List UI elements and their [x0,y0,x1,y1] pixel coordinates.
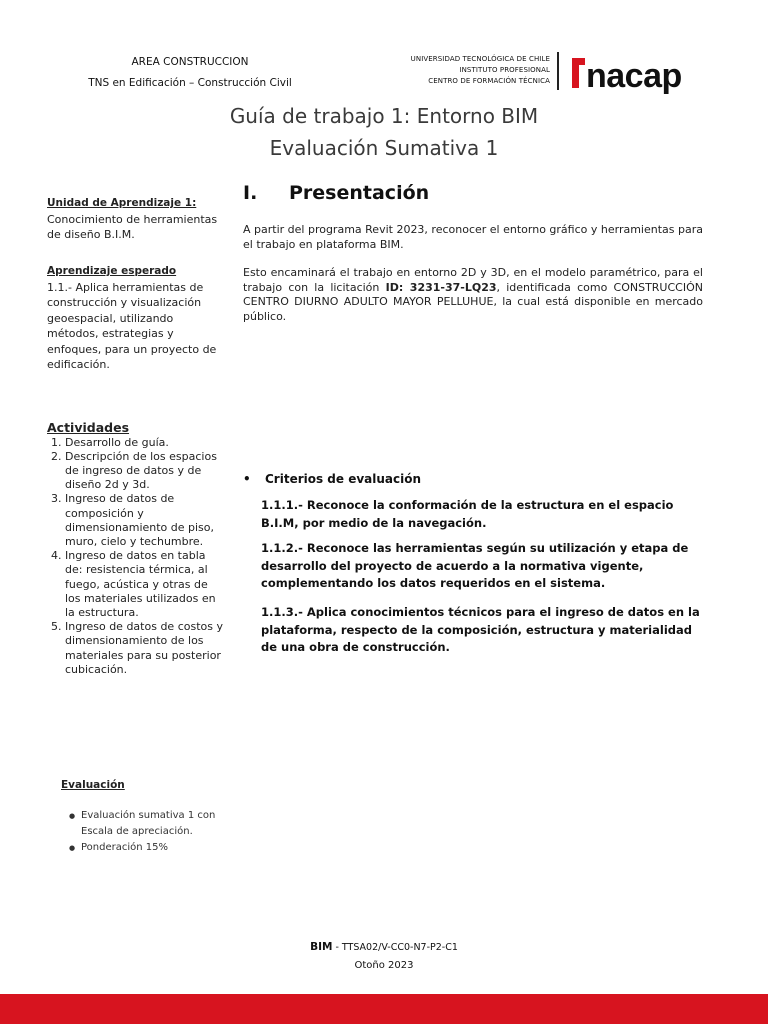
list-item: 5. Ingreso de datos de costos y dimensionamiento de los materiales para su posterior cubicación. [65,620,225,677]
footer-code [0,939,768,956]
expected-label: Aprendizaje esperado [47,265,177,277]
activities-label: Actividades [47,420,130,435]
list-item: ● Ponderación 15% [71,840,221,856]
evaluation-block [61,778,221,856]
criterion-2: 1.1.2.- Reconoce las herramientas según su utilización y etapa de desarrollo del proyecto de acuerdo a la normativa vigente, complementando los datos requeridos en el sistema. [261,541,689,590]
criterion-1: 1.1.1.- Reconoce la conformación de la estructura en el espacio B.I.M, por medio de la navegación. [261,498,674,530]
list-item: 3. Ingreso de datos de composición y dimensionamiento de piso, muro, cielo y techumbre. [65,492,225,549]
footer-course-code: - TTSA02/V-CC0-N7-P2-C1 [332,942,458,953]
para2-after: , identificada como CONSTRUCCIÓN CENTRO DIURNO ADULTO MAYOR PELLUHUE, la cual está disponible en mercado público. [243,280,703,323]
footer-term: Otoño 2023 [354,960,414,971]
criteria-heading [243,472,421,486]
inacap-logo [572,54,712,94]
unit-block [47,196,225,243]
section-number: I. [243,182,258,204]
footer-bim: BIM [310,941,333,953]
criterion-3: 1.1.3.- Aplica conocimientos técnicos para el ingreso de datos en la plataforma, respecto de la composición, estructura y materialidad de una obra de construcción. [261,605,700,654]
tender-id: ID: 3231-37-LQ23 [385,280,497,294]
university-line-3: CENTRO DE FORMACIÓN TÉCNICA [428,77,550,85]
presentation-paragraph-2 [243,266,703,324]
header-divider [557,52,559,90]
expected-text: 1.1.- Aplica herramientas de construcción y visualización geoespacial, utilizando métodos, estrategias y enfoques, para un proyecto de edificación. [47,280,217,371]
header-left [60,52,320,94]
university-line-1: UNIVERSIDAD TECNOLÓGICA DE CHILE [410,55,550,63]
list-item: ● Evaluación sumativa 1 con Escala de apreciación. [71,808,221,840]
bullet-icon: • [243,472,251,486]
list-item: 4. Ingreso de datos en tabla de: resistencia térmica, al fuego, acústica y otras de los materiales utilizados en la estructura. [65,549,225,620]
unit-label: Unidad de Aprendizaje 1: [47,197,197,209]
activities-block [47,420,225,677]
list-item: 1. Desarrollo de guía. [65,436,225,450]
list-item: 2. Descripción de los espacios de ingreso de datos y de diseño 2d y 3d. [65,450,225,493]
program-label: TNS en Edificación – Construcción Civil [88,77,292,89]
section-title: Presentación [289,182,430,204]
logo-wordmark: nacap [586,57,682,94]
evaluation-label: Evaluación [61,779,125,791]
unit-text: Conocimiento de herramientas de diseño B.I.M. [47,212,218,241]
criteria-title: Criterios de evaluación [265,472,422,486]
expected-block [47,264,225,373]
doc-title-line-1: Guía de trabajo 1: Entorno BIM [229,104,539,128]
evaluation-list [61,808,221,856]
area-label: AREA CONSTRUCCION [131,56,249,68]
university-line-2: INSTITUTO PROFESIONAL [459,66,550,74]
presentation-paragraph-1: A partir del programa Revit 2023, reconocer el entorno gráfico y herramientas para el trabajo en plataforma BIM. [243,223,703,251]
university-lines [411,54,550,87]
section-heading [243,182,429,204]
footer-brand-bar [0,994,768,1024]
doc-title-line-2: Evaluación Sumativa 1 [269,136,499,160]
activities-list [47,436,225,677]
para2-before: Esto encaminará el trabajo en entorno 2D y 3D, en el modelo paramétrico, para el trabajo con la licitación [243,266,703,294]
